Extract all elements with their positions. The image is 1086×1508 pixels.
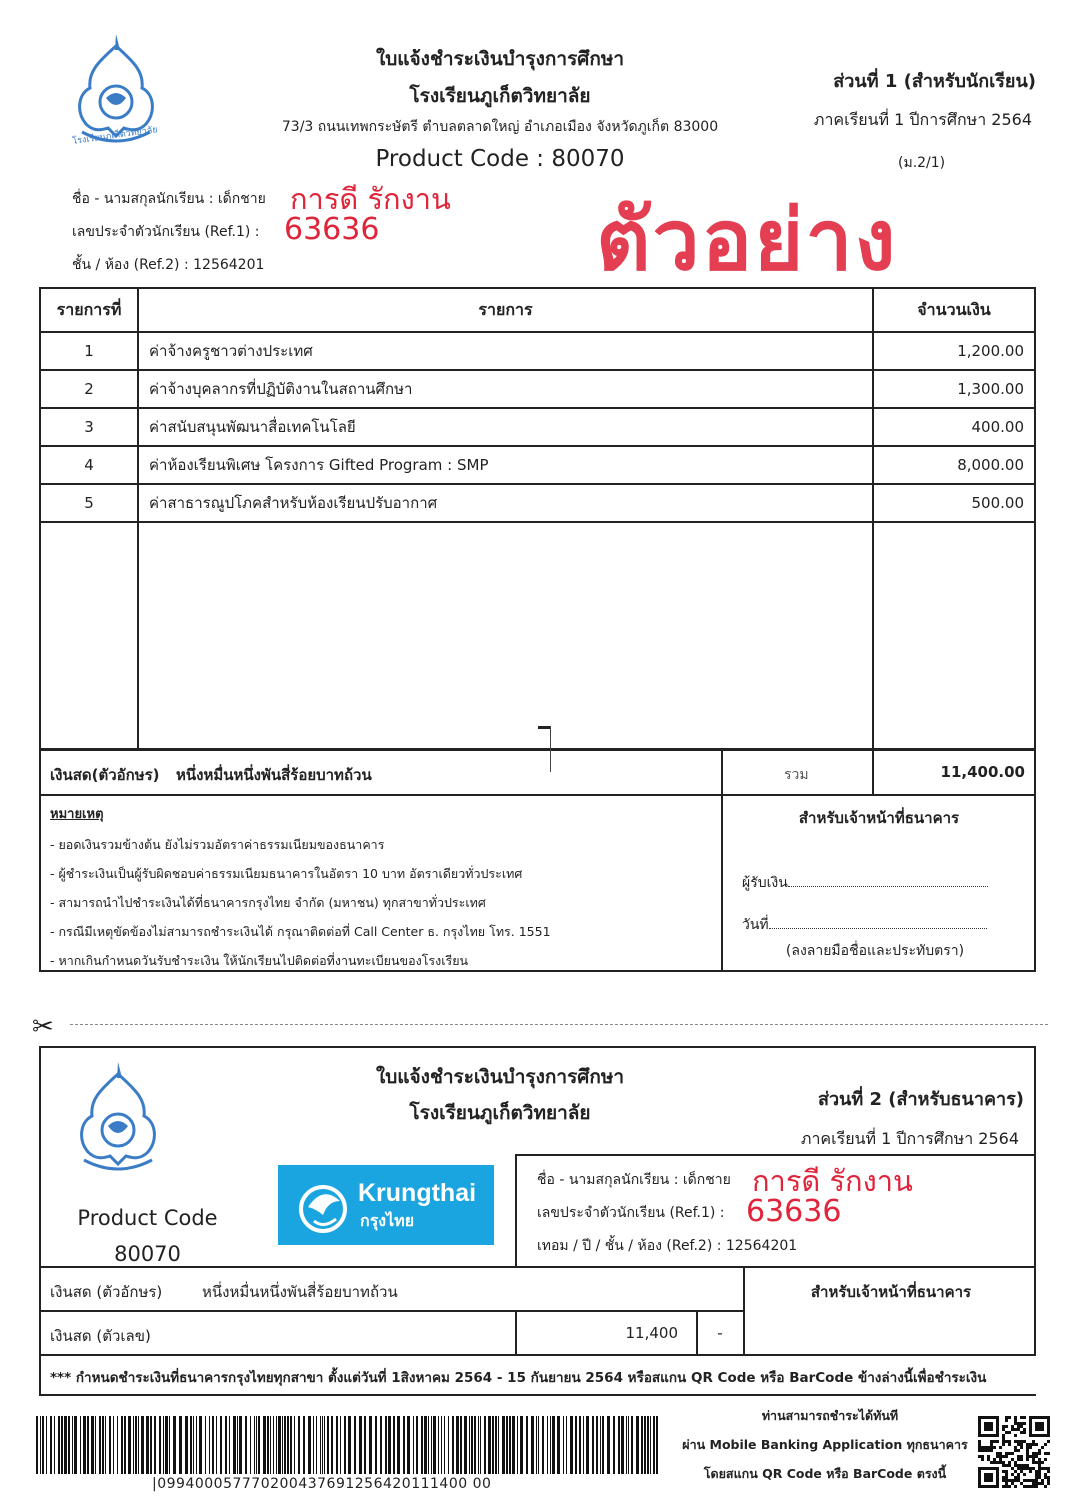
number-dash: - (717, 1324, 723, 1342)
table-row (40, 408, 1035, 446)
student-name-value: การดี รักงาน (752, 1164, 913, 1198)
words-label: เงินสด(ตัวอักษร) (50, 766, 160, 784)
row-amount: 1,300.00 (873, 370, 1035, 408)
krungthai-th: กรุงไทย (360, 1211, 415, 1230)
date-field (742, 914, 987, 936)
mobile-line-3: โดยสแกน QR Code หรือ BarCode ตรงนี้ (703, 1466, 947, 1481)
row-desc: ค่าจ้างครูชาวต่างประเทศ (138, 332, 873, 370)
section-label: ส่วนที่ 1 (สำหรับนักเรียน) (833, 71, 1036, 92)
table-blank-row (40, 522, 1035, 750)
ref1-value: 63636 (746, 1194, 842, 1229)
remark-item: - ผู้ชำระเงินเป็นผู้รับผิดชอบค่าธรรมเนียมธนาคารในอัตรา 10 บาท อัตราเดียวทั่วประเทศ (50, 866, 523, 881)
col-no-header: รายการที่ (40, 288, 138, 332)
row-amount: 500.00 (873, 484, 1035, 522)
cut-line (70, 1024, 1048, 1025)
school-name: โรงเรียนภูเก็ตวิทยาลัย (409, 85, 591, 107)
payment-deadline: *** กำหนดชำระเงินที่ธนาคารกรุงไทยทุกสาขา ตั้งแต่วันที่ 1สิงหาคม 2564 - 15 กันยายน 2564 หรือสแกน QR Code หรือ BarCode ข้างล่างนี้เพื่อชำระเงิน (50, 1370, 987, 1386)
ref1-value: 63636 (284, 212, 380, 247)
row-desc: ค่าจ้างบุคลากรที่ปฏิบัติงานในสถานศึกษา (138, 370, 873, 408)
barcode (34, 1416, 664, 1478)
term-label: ภาคเรียนที่ 1 ปีการศึกษา 2564 (800, 1129, 1019, 1148)
row-amount: 8,000.00 (873, 446, 1035, 484)
receiver-label: ผู้รับเงิน (742, 875, 788, 891)
scissors-icon: ✂ (32, 1012, 54, 1042)
table-row (40, 446, 1035, 484)
school-address: 73/3 ถนนเทพกระษัตรี ตำบลตลาดใหญ่ อำเภอเมือง จังหวัดภูเก็ต 83000 (281, 119, 719, 135)
school-logo (70, 1060, 166, 1178)
row-desc: ค่าสาธารณูปโภคสำหรับห้องเรียนปรับอากาศ (138, 484, 873, 522)
total-value: 11,400.00 (940, 763, 1025, 781)
row-no: 4 (40, 446, 138, 484)
term-label: ภาคเรียนที่ 1 ปีการศึกษา 2564 (813, 110, 1032, 129)
mobile-line-2: ผ่าน Mobile Banking Application ทุกธนาคาร (682, 1437, 968, 1452)
bank-officer-title: สำหรับเจ้าหน้าที่ธนาคาร (798, 809, 960, 827)
student-name-label: ชื่อ - นามสกุลนักเรียน : เด็กชาย (72, 191, 266, 207)
col-amount-header: จำนวนเงิน (873, 288, 1035, 332)
sample-stamp: ตัวอย่าง (596, 191, 898, 289)
student-name-label: ชื่อ - นามสกุลนักเรียน : เด็กชาย (537, 1172, 731, 1188)
remark-item: - สามารถนำไปชำระเงินได้ที่ธนาคารกรุงไทย จำกัด (มหาชน) ทุกสาขาทั่วประเทศ (50, 895, 486, 910)
ref1-label: เลขประจำตัวนักเรียน (Ref.1) : (72, 224, 260, 240)
row-no: 3 (40, 408, 138, 446)
total-label: รวม (784, 767, 809, 783)
receiver-field (742, 872, 988, 894)
krungthai-logo (278, 1165, 494, 1245)
remarks-list (50, 830, 720, 975)
number-label: เงินสด (ตัวเลข) (50, 1327, 151, 1345)
remark-item: - ยอดเงินรวมข้างต้น ยังไม่รวมอัตราค่าธรรมเนียมของธนาคาร (50, 837, 385, 852)
school-name: โรงเรียนภูเก็ตวิทยาลัย (409, 1102, 591, 1124)
row-no: 5 (40, 484, 138, 522)
words-value: หนึ่งหมื่นหนึ่งพันสี่ร้อยบาทถ้วน (176, 766, 372, 784)
row-no: 1 (40, 332, 138, 370)
krungthai-en: Krungthai (358, 1179, 477, 1207)
row-no: 2 (40, 370, 138, 408)
remark-item: - กรณีมีเหตุขัดข้องไม่สามารถชำระเงินได้ กรุณาติดต่อที่ Call Center ธ. กรุงไทย โทร. 1551 (50, 924, 551, 939)
number-value: 11,400 (625, 1324, 678, 1342)
product-code-value: 80070 (114, 1242, 181, 1266)
mobile-line-1: ท่านสามารถชำระได้ทันที (761, 1408, 899, 1423)
student-name-value: การดี รักงาน (290, 182, 451, 216)
bill-title: ใบแจ้งชำระเงินบำรุงการศึกษา (375, 1066, 625, 1088)
words-value: หนึ่งหมื่นหนึ่งพันสี่ร้อยบาทถ้วน (202, 1283, 398, 1301)
barcode-number: |099400057770200437691256420111400 00 (152, 1476, 492, 1492)
ref2-label: เทอม / ปี / ชั้น / ห้อง (Ref.2) : 12564201 (537, 1238, 798, 1254)
row-amount: 1,200.00 (873, 332, 1035, 370)
bill-title: ใบแจ้งชำระเงินบำรุงการศึกษา (375, 48, 625, 70)
product-code-label: Product Code (77, 1206, 218, 1230)
words-label: เงินสด (ตัวอักษร) (50, 1283, 163, 1301)
col-desc-header: รายการ (138, 288, 873, 332)
table-row (40, 370, 1035, 408)
row-amount: 400.00 (873, 408, 1035, 446)
product-code: Product Code : 80070 (375, 146, 625, 172)
krungthai-bird-icon (288, 1171, 358, 1241)
school-logo (68, 32, 164, 150)
bank-officer-title: สำหรับเจ้าหน้าที่ธนาคาร (810, 1283, 972, 1301)
logo-text: โรงเรียนภูเก็ตวิทยาลัย (71, 125, 159, 147)
remark-item: - หากเกินกำหนดวันรับชำระเงิน ให้นักเรียนไปติดต่อที่งานทะเบียนของโรงเรียน (50, 953, 469, 968)
sign-note: (ลงลายมือชื่อและประทับตรา) (785, 943, 965, 959)
table-row (40, 484, 1035, 522)
section-label: ส่วนที่ 2 (สำหรับธนาคาร) (817, 1089, 1024, 1110)
row-desc: ค่าห้องเรียนพิเศษ โครงการ Gifted Program : SMP (138, 446, 873, 484)
fee-table (39, 287, 1036, 751)
remarks-title: หมายเหตุ (50, 807, 104, 822)
date-label: วันที่ (742, 917, 769, 933)
row-desc: ค่าสนับสนุนพัฒนาสื่อเทคโนโลยี (138, 408, 873, 446)
ref1-label: เลขประจำตัวนักเรียน (Ref.1) : (537, 1205, 725, 1221)
grade-label: (ม.2/1) (898, 155, 946, 171)
table-row (40, 332, 1035, 370)
ref2-label: ชั้น / ห้อง (Ref.2) : 12564201 (72, 257, 265, 273)
qr-code-icon (978, 1416, 1050, 1488)
